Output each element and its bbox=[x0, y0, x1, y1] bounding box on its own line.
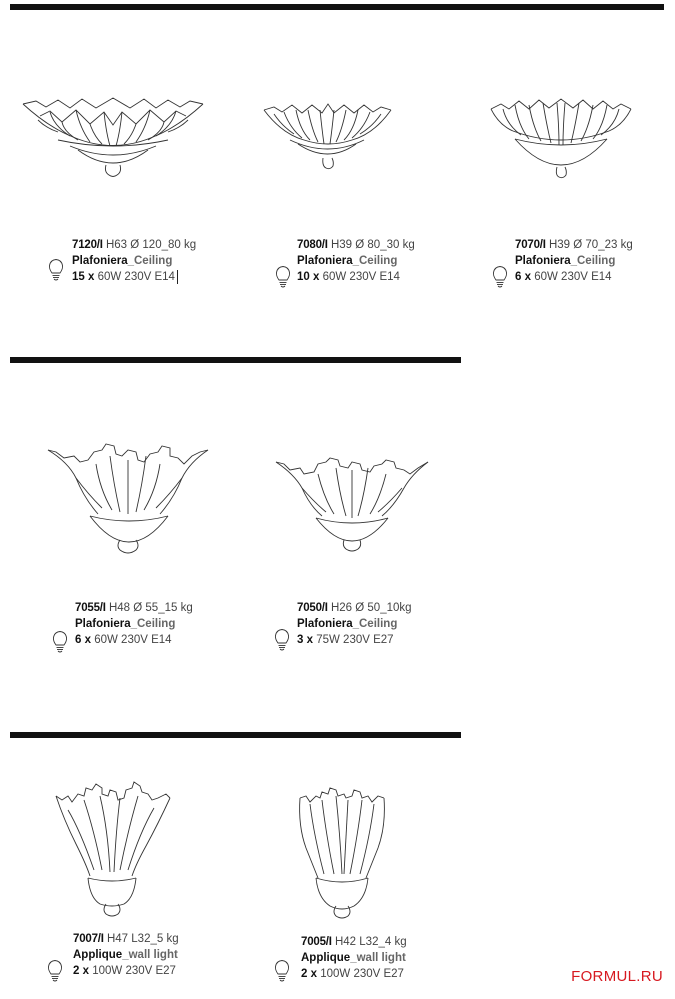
lamp-drawing-7007 bbox=[50, 780, 174, 920]
product-type: Plafoniera bbox=[297, 618, 353, 630]
product-type-english: _Ceiling bbox=[570, 255, 616, 267]
bulb-spec: 60W 230V E14 bbox=[534, 271, 612, 283]
product-spec-7055 bbox=[75, 600, 193, 648]
bulb-quantity: 3 x bbox=[297, 634, 313, 646]
product-spec-7070 bbox=[515, 237, 633, 285]
light-bulb-icon bbox=[48, 258, 64, 282]
product-type: Plafoniera bbox=[75, 618, 131, 630]
light-bulb-icon bbox=[52, 630, 68, 654]
product-type-english: _Ceiling bbox=[127, 255, 173, 267]
bulb-quantity: 2 x bbox=[73, 965, 89, 977]
product-code: 7120/I bbox=[72, 239, 103, 251]
product-spec-7080 bbox=[297, 237, 415, 285]
section-divider-top bbox=[10, 4, 664, 10]
product-spec-7007 bbox=[73, 931, 179, 979]
bulb-spec: 60W 230V E14 bbox=[94, 634, 172, 646]
product-spec-7120 bbox=[72, 237, 196, 285]
light-bulb-icon bbox=[274, 959, 290, 983]
product-dimensions: H26 Ø 50_10kg bbox=[330, 602, 412, 614]
lamp-drawing-7080 bbox=[260, 100, 395, 176]
product-spec-7050 bbox=[297, 600, 412, 648]
product-dimensions: H39 Ø 80_30 kg bbox=[330, 239, 415, 251]
bulb-spec: 75W 230V E27 bbox=[316, 634, 394, 646]
bulb-quantity: 15 x bbox=[72, 271, 95, 283]
lamp-drawing-7070 bbox=[485, 95, 637, 181]
product-type-english: _Ceiling bbox=[352, 255, 398, 267]
light-bulb-icon bbox=[492, 265, 508, 289]
product-type: Plafoniera bbox=[297, 255, 353, 267]
product-code: 7005/I bbox=[301, 936, 332, 948]
product-dimensions: H47 L32_5 kg bbox=[106, 933, 179, 945]
light-bulb-icon bbox=[274, 628, 290, 652]
lamp-drawing-7050 bbox=[272, 456, 432, 558]
bulb-quantity: 2 x bbox=[301, 968, 317, 980]
bulb-spec: 60W 230V E14 bbox=[97, 271, 175, 283]
product-code: 7050/I bbox=[297, 602, 328, 614]
product-dimensions: H39 Ø 70_23 kg bbox=[548, 239, 633, 251]
bulb-spec: 100W 230V E27 bbox=[320, 968, 404, 980]
product-type-english: _wall light bbox=[122, 949, 178, 961]
light-bulb-icon bbox=[47, 959, 63, 983]
product-dimensions: H63 Ø 120_80 kg bbox=[105, 239, 197, 251]
bulb-quantity: 10 x bbox=[297, 271, 320, 283]
product-spec-7005 bbox=[301, 934, 407, 982]
product-type: Plafoniera bbox=[515, 255, 571, 267]
lamp-drawing-7055 bbox=[44, 440, 212, 560]
section-divider-middle bbox=[10, 357, 461, 363]
bulb-quantity: 6 x bbox=[515, 271, 531, 283]
lamp-drawing-7005 bbox=[294, 786, 390, 924]
product-type-english: _Ceiling bbox=[352, 618, 398, 630]
product-type-english: _wall light bbox=[350, 952, 406, 964]
product-code: 7080/I bbox=[297, 239, 328, 251]
product-type-english: _Ceiling bbox=[130, 618, 176, 630]
product-code: 7007/I bbox=[73, 933, 104, 945]
product-type: Applique bbox=[73, 949, 123, 961]
bulb-spec: 100W 230V E27 bbox=[92, 965, 176, 977]
light-bulb-icon bbox=[275, 265, 291, 289]
lamp-drawing-7120 bbox=[18, 92, 208, 184]
product-type: Applique bbox=[301, 952, 351, 964]
bulb-quantity: 6 x bbox=[75, 634, 91, 646]
bulb-spec: 60W 230V E14 bbox=[322, 271, 400, 283]
product-type: Plafoniera bbox=[72, 255, 128, 267]
product-code: 7055/I bbox=[75, 602, 106, 614]
product-dimensions: H48 Ø 55_15 kg bbox=[108, 602, 193, 614]
section-divider-bottom bbox=[10, 732, 461, 738]
brand-watermark: FORMUL.RU bbox=[571, 968, 663, 985]
product-dimensions: H42 L32_4 kg bbox=[334, 936, 407, 948]
text-cursor bbox=[177, 270, 178, 284]
product-code: 7070/I bbox=[515, 239, 546, 251]
